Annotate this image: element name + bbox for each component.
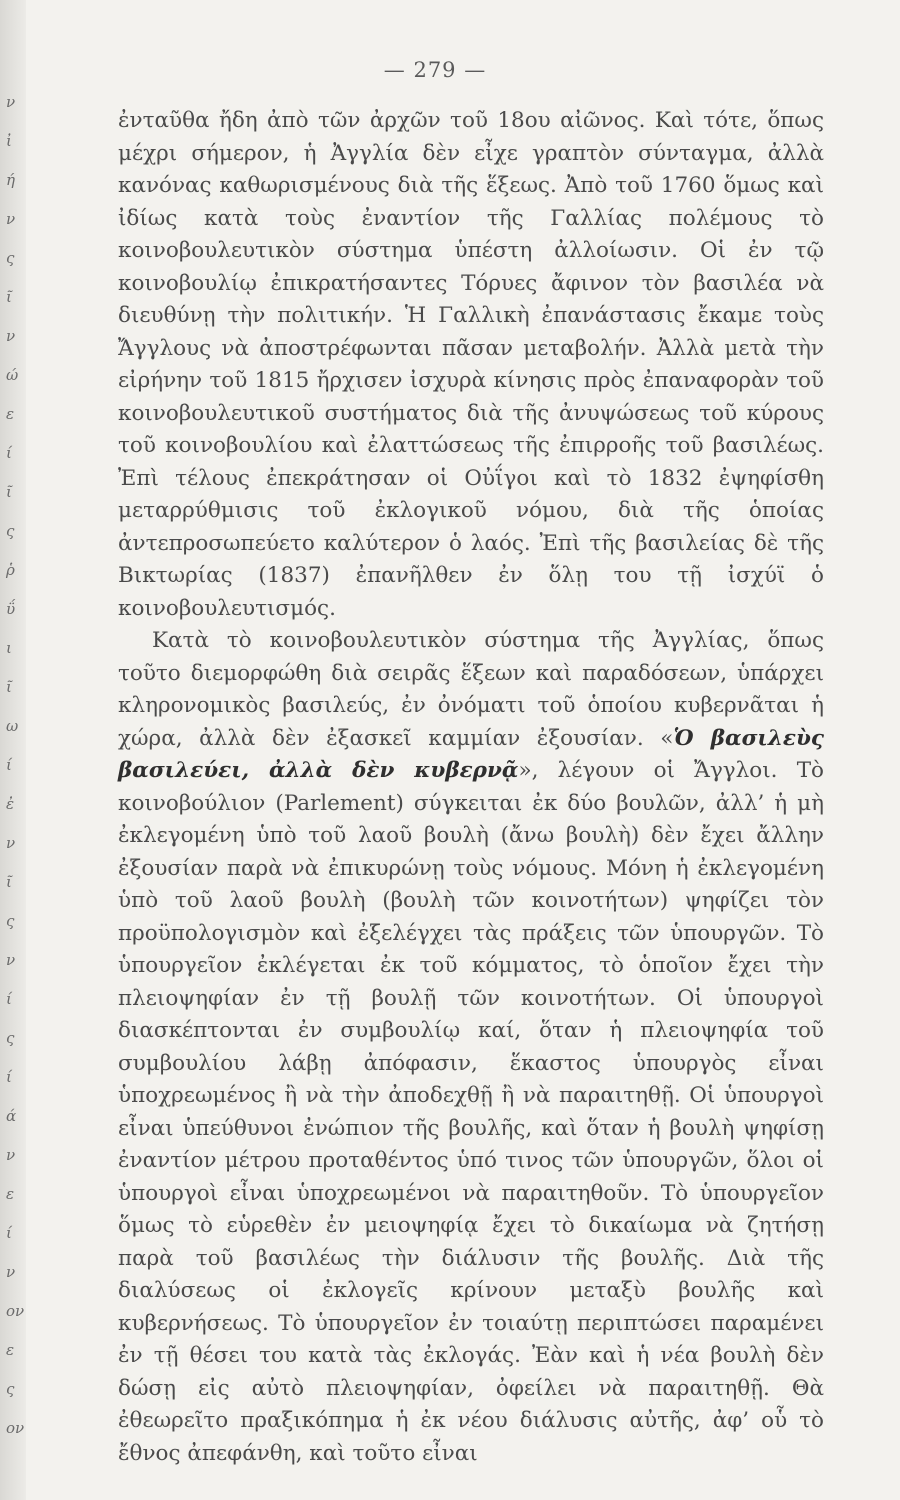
- margin-fragment: ί: [6, 756, 12, 774]
- margin-fragment: ῖ: [6, 873, 12, 891]
- paragraph-2-text-end: », λέγουν οἱ Ἄγγλοι. Τὸ κοινοβούλιον (Parlement) σύγκειται ἐκ δύο βουλῶν, ἀλλ’ ἡ μὴ ἐκλεγομένη ὑπὸ τοῦ λαοῦ βουλὴ (ἄνω βουλὴ) δὲν ἔχει ἄλλην ἐξουσίαν παρὰ νὰ ἐπικυρώνῃ τοὺς νόμους. Μόνη ἡ ἐκλεγομένη ὑπὸ τοῦ λαοῦ βουλὴ (βουλὴ τῶν κοινοτήτων) ψηφίζει τὸν προϋπολογισμὸν καὶ ἐξελέγχει τὰς πράξεις τῶν ὑπουργῶν. Τὸ ὑπουργεῖον ἐκλέγεται ἐκ τοῦ κόμματος, τὸ ὁποῖον ἔχει τὴν πλειοψηφίαν ἐν τῇ βουλῇ τῶν κοινοτήτων. Οἱ ὑπουργοὶ διασκέπτονται ἐν συμβουλίῳ καί, ὅταν ἡ πλειοψηφία τοῦ συμβουλίου λάβῃ ἀπόφασιν, ἕκαστος ὑπουργὸς εἶναι ὑποχρεωμένος ἢ νὰ τὴν ἀποδεχθῇ ἢ νὰ παραιτηθῇ. Οἱ ὑπουργοὶ εἶναι ὑπεύθυνοι ἐνώπιον τῆς βουλῆς, καὶ ὅταν ἡ βουλὴ ψηφίσῃ ἐναντίον μέτρου προταθέντος ὑπό τινος τῶν ὑπουργῶν, ὅλοι οἱ ὑπουργοὶ εἶναι ὑποχρεωμένοι νὰ παραιτηθοῦν. Τὸ ὑπουργεῖον ὅμως τὸ εὑρεθὲν ἐν μειοψηφίᾳ ἔχει τὸ δικαίωμα νὰ ζητήσῃ παρὰ τοῦ βασιλέως τὴν διάλυσιν τῆς βουλῆς. Διὰ τῆς διαλύσεως οἱ ἐκλογεῖς κρίνουν μεταξὺ βουλῆς καὶ κυβερνήσεως. Τὸ ὑπουργεῖον ἐν τοιαύτῃ περιπτώσει παραμένει ἐν τῇ θέσει του κατὰ τὰς ἐκλογάς. Ἐὰν καὶ ἡ νέα βουλὴ δὲν δώσῃ εἰς αὐτὸ πλειοψηφίαν, ὀφείλει νὰ παραιτηθῇ. Θὰ ἐθεωρεῖτο πραξικόπημα ἡ ἐκ νέου διάλυσις αὐτῆς, ἀφ’ οὗ τὸ ἔθνος ἀπεφάνθη, καὶ τοῦτο εἶναι: [118, 758, 824, 1466]
- margin-fragment: ΰ: [6, 600, 16, 618]
- facing-page-margin: [0, 0, 26, 1500]
- margin-fragment: ί: [6, 1068, 12, 1086]
- margin-fragment: ε: [6, 1341, 15, 1359]
- margin-fragment: ν: [6, 951, 16, 969]
- margin-fragment: ν: [6, 834, 16, 852]
- paragraph-1-text: ἐνταῦθα ἤδη ἀπὸ τῶν ἀρχῶν τοῦ 18ου αἰῶνος. Καὶ τότε, ὅπως μέχρι σήμερον, ἡ Ἀγγλία δὲν εἶχε γραπτὸν σύνταγμα, ἀλλὰ κανόνας καθωρισμένους διὰ τῆς ἕξεως. Ἀπὸ τοῦ 1760 ὅμως καὶ ἰδίως κατὰ τοὺς ἐναντίον τῆς Γαλλίας πολέμους τὸ κοινοβουλευτικὸν σύστημα ὑπέστη ἀλλοίωσιν. Οἱ ἐν τῷ κοινοβουλίῳ ἐπικρατήσαντες Τόρυες ἄφινον τὸν βασιλέα νὰ διευθύνῃ τὴν πολιτικήν. Ἡ Γαλλικὴ ἐπανάστασις ἔκαμε τοὺς Ἄγγλους νὰ ἀποστρέφωνται πᾶσαν μεταβολήν. Ἀλλὰ μετὰ τὴν εἰρήνην τοῦ 1815 ἤρχισεν ἰσχυρὰ κίνησις πρὸς ἐπαναφορὰν τοῦ κοινοβουλευτικοῦ συστήματος διὰ τῆς ἀνυψώσεως τοῦ κύρους τοῦ κοινοβουλίου καὶ ἐλαττώσεως τῆς ἐπιρροῆς τοῦ βασιλέως. Ἐπὶ τέλους ἐπεκράτησαν οἱ Οὐΐγοι καὶ τὸ 1832 ἐψηφίσθη μεταρρύθμισις τοῦ ἐκλογικοῦ νόμου, διὰ τῆς ὁποίας ἀντεπροσωπεύετο καλύτερον ὁ λαός. Ἐπὶ τῆς βασιλείας δὲ τῆς Βικτωρίας (1837) ἐπανῆλθεν ἐν ὅλῃ του τῇ ἰσχύϊ ὁ κοινοβουλευτισμός.: [118, 108, 824, 621]
- margin-fragment: ἰ: [6, 132, 12, 150]
- emphasized-quote: Ὁ βασιλεὺς βασιλεύει, ἀλλὰ δὲν κυβερνᾷ: [118, 725, 824, 783]
- margin-fragment: ἐ: [6, 795, 15, 813]
- paragraph-2: [118, 625, 824, 1470]
- margin-fragment: ω: [6, 717, 19, 735]
- body-text: [118, 105, 824, 1470]
- margin-fragment: ί: [6, 444, 12, 462]
- paragraph-1: [118, 105, 824, 625]
- margin-fragment: ς: [6, 1029, 15, 1047]
- margin-fragment: ώ: [6, 366, 19, 384]
- margin-fragment: ί: [6, 990, 12, 1008]
- margin-fragment: ε: [6, 1185, 15, 1203]
- margin-fragment: ν: [6, 1263, 16, 1281]
- margin-fragment: ς: [6, 912, 15, 930]
- margin-fragment: ς: [6, 522, 15, 540]
- margin-fragment: ι: [6, 639, 12, 657]
- page-number: — 279 —: [383, 58, 487, 82]
- margin-fragment: ν: [6, 1146, 16, 1164]
- margin-fragment: ν: [6, 210, 16, 228]
- margin-fragment: ς: [6, 1380, 15, 1398]
- margin-fragment: ε: [6, 405, 15, 423]
- margin-fragment: ν: [6, 327, 16, 345]
- margin-fragment: ν: [6, 93, 16, 111]
- margin-fragment: ῖ: [6, 483, 12, 501]
- margin-fragment: ῖ: [6, 288, 12, 306]
- margin-fragment: ῖ: [6, 678, 12, 696]
- margin-fragment: ῥ: [6, 561, 15, 579]
- margin-fragment: ον: [6, 1419, 25, 1437]
- margin-fragment: ά: [6, 1107, 17, 1125]
- paragraph-2-text-start: Κατὰ τὸ κοινοβουλευτικὸν σύστημα τῆς Ἀγγλίας, ὅπως τοῦτο διεμορφώθη διὰ σειρᾶς ἕξεων καὶ παραδόσεων, ὑπάρχει κληρονομικὸς βασιλεύς, ἐν ὀνόματι τοῦ ὁποίου κυβερνᾶται ἡ χώρα, ἀλλὰ δὲν ἐξασκεῖ καμμίαν ἐξουσίαν. «: [118, 628, 824, 751]
- margin-fragment: ή: [6, 171, 15, 189]
- margin-fragment: ον: [6, 1302, 25, 1320]
- margin-fragment: ς: [6, 249, 15, 267]
- margin-fragment: ί: [6, 1224, 12, 1242]
